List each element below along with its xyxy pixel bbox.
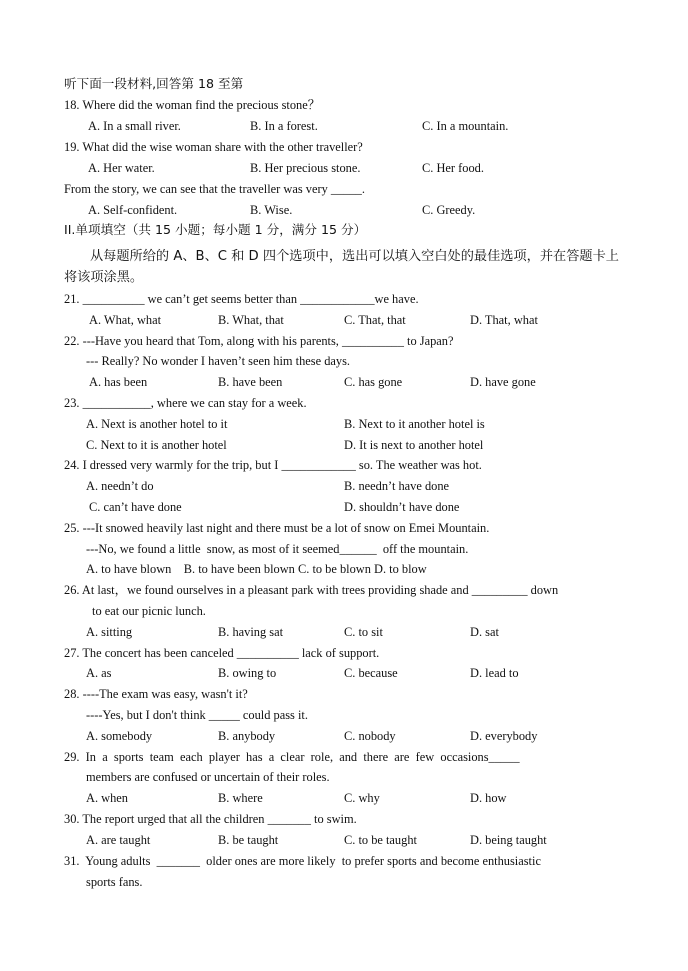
q22-option-d: D. have gone <box>470 375 536 389</box>
q30-option-b: B. be taught <box>218 833 279 847</box>
q20-option-b: B. Wise. <box>250 203 293 217</box>
q27-option-c: C. because <box>344 666 398 680</box>
q29-option-d: D. how <box>470 791 507 805</box>
q21-stem: 21. __________ we can’t get seems better than ____________we have. <box>64 292 419 306</box>
q24-option-a: A. needn’t do <box>86 479 154 493</box>
q19-option-c: C. Her food. <box>422 161 484 175</box>
q23-option-b: B. Next to it another hotel is <box>344 417 485 431</box>
listening-header: 听下面一段材料,回答第 18 至第 <box>64 76 244 91</box>
q31-stem-cont: sports fans. <box>86 875 143 889</box>
q22-option-b: B. have been <box>218 375 283 389</box>
q29-stem-cont: members are confused or uncertain of their roles. <box>86 770 330 784</box>
q24-option-d: D. shouldn’t have done <box>344 500 460 514</box>
q21-option-a: A. What, what <box>89 313 162 327</box>
q29-option-c: C. why <box>344 791 380 805</box>
q25-stem: 25. ---It snowed heavily last night and there must be a lot of snow on Emei Mountain. <box>64 521 490 535</box>
q19-stem: 19. What did the wise woman share with the other traveller? <box>64 140 363 154</box>
q20-option-a: A. Self-confident. <box>88 203 178 217</box>
q18-stem: 18. Where did the woman find the precious stone？ <box>64 98 321 112</box>
q28-stem-reply: ----Yes, but I don't think _____ could pass it. <box>86 708 308 722</box>
q27-stem: 27. The concert has been canceled __________ lack of support. <box>64 646 380 660</box>
q30-option-c: C. to be taught <box>344 833 417 847</box>
q30-option-d: D. being taught <box>470 833 547 847</box>
q27-option-b: B. owing to <box>218 666 277 680</box>
q27-option-a: A. as <box>86 666 112 680</box>
q22-stem-reply: --- Really? No wonder I haven’t seen him these days. <box>86 354 351 368</box>
q24-option-c: C. can’t have done <box>89 500 182 514</box>
q29-option-b: B. where <box>218 791 263 805</box>
q26-stem-cont: to eat our picnic lunch. <box>92 604 206 618</box>
q26-option-a: A. sitting <box>86 625 133 639</box>
q18-option-a: A. In a small river. <box>88 119 181 133</box>
q28-option-a: A. somebody <box>86 729 153 743</box>
q22-option-a: A. has been <box>89 375 148 389</box>
q23-option-d: D. It is next to another hotel <box>344 438 484 452</box>
q31-stem: 31. Young adults _______ older ones are more likely to prefer sports and become enthusiastic <box>64 854 541 868</box>
q26-option-b: B. having sat <box>218 625 284 639</box>
q23-stem: 23. ___________, where we can stay for a week. <box>64 396 307 410</box>
q22-stem: 22. ---Have you heard that Tom, along with his parents, __________ to Japan? <box>64 334 454 348</box>
q25-stem-reply: ---No, we found a little snow, as most of it seemed______ off the mountain. <box>86 542 469 556</box>
q21-option-d: D. That, what <box>470 313 538 327</box>
q28-option-d: D. everybody <box>470 729 538 743</box>
q24-option-b: B. needn’t have done <box>344 479 450 493</box>
q26-option-d: D. sat <box>470 625 499 639</box>
q30-option-a: A. are taught <box>86 833 151 847</box>
q18-option-c: C. In a mountain. <box>422 119 509 133</box>
q29-stem: 29. In a sports team each player has a clear role, and there are few occasions_____ <box>64 750 520 764</box>
q30-stem: 30. The report urged that all the children _______ to swim. <box>64 812 357 826</box>
q28-stem: 28. ----The exam was easy, wasn't it? <box>64 687 248 701</box>
q28-option-b: B. anybody <box>218 729 276 743</box>
q22-option-c: C. has gone <box>344 375 403 389</box>
q21-option-c: C. That, that <box>344 313 406 327</box>
section-title: II.单项填空（共 15 小题；每小题 1 分，满分 15 分） <box>64 222 367 237</box>
q23-option-c: C. Next to it is another hotel <box>86 438 227 452</box>
q25-options: A. to have blown B. to have been blown C. to be blown D. to blow <box>86 562 427 576</box>
q20-option-c: C. Greedy. <box>422 203 476 217</box>
q20-stem: From the story, we can see that the traveller was very _____. <box>64 182 365 196</box>
q28-option-c: C. nobody <box>344 729 396 743</box>
q23-option-a: A. Next is another hotel to it <box>86 417 228 431</box>
q29-option-a: A. when <box>86 791 128 805</box>
q21-option-b: B. What, that <box>218 313 284 327</box>
q18-option-b: B. In a forest. <box>250 119 318 133</box>
q26-stem: 26. At last，we found ourselves in a pleasant park with trees providing shade and _________ down <box>64 583 559 597</box>
q27-option-d: D. lead to <box>470 666 519 680</box>
q26-option-c: C. to sit <box>344 625 383 639</box>
q19-option-a: A. Her water. <box>88 161 155 175</box>
q24-stem: 24. I dressed very warmly for the trip, but I ____________ so. The weather was hot. <box>64 458 482 472</box>
section-instruction: 从每题所给的 A、B、C 和 D 四个选项中，选出可以填入空白处的最佳选项，并在答题卡上将该项涂黑。 <box>64 249 619 285</box>
q19-option-b: B. Her precious stone. <box>250 161 361 175</box>
